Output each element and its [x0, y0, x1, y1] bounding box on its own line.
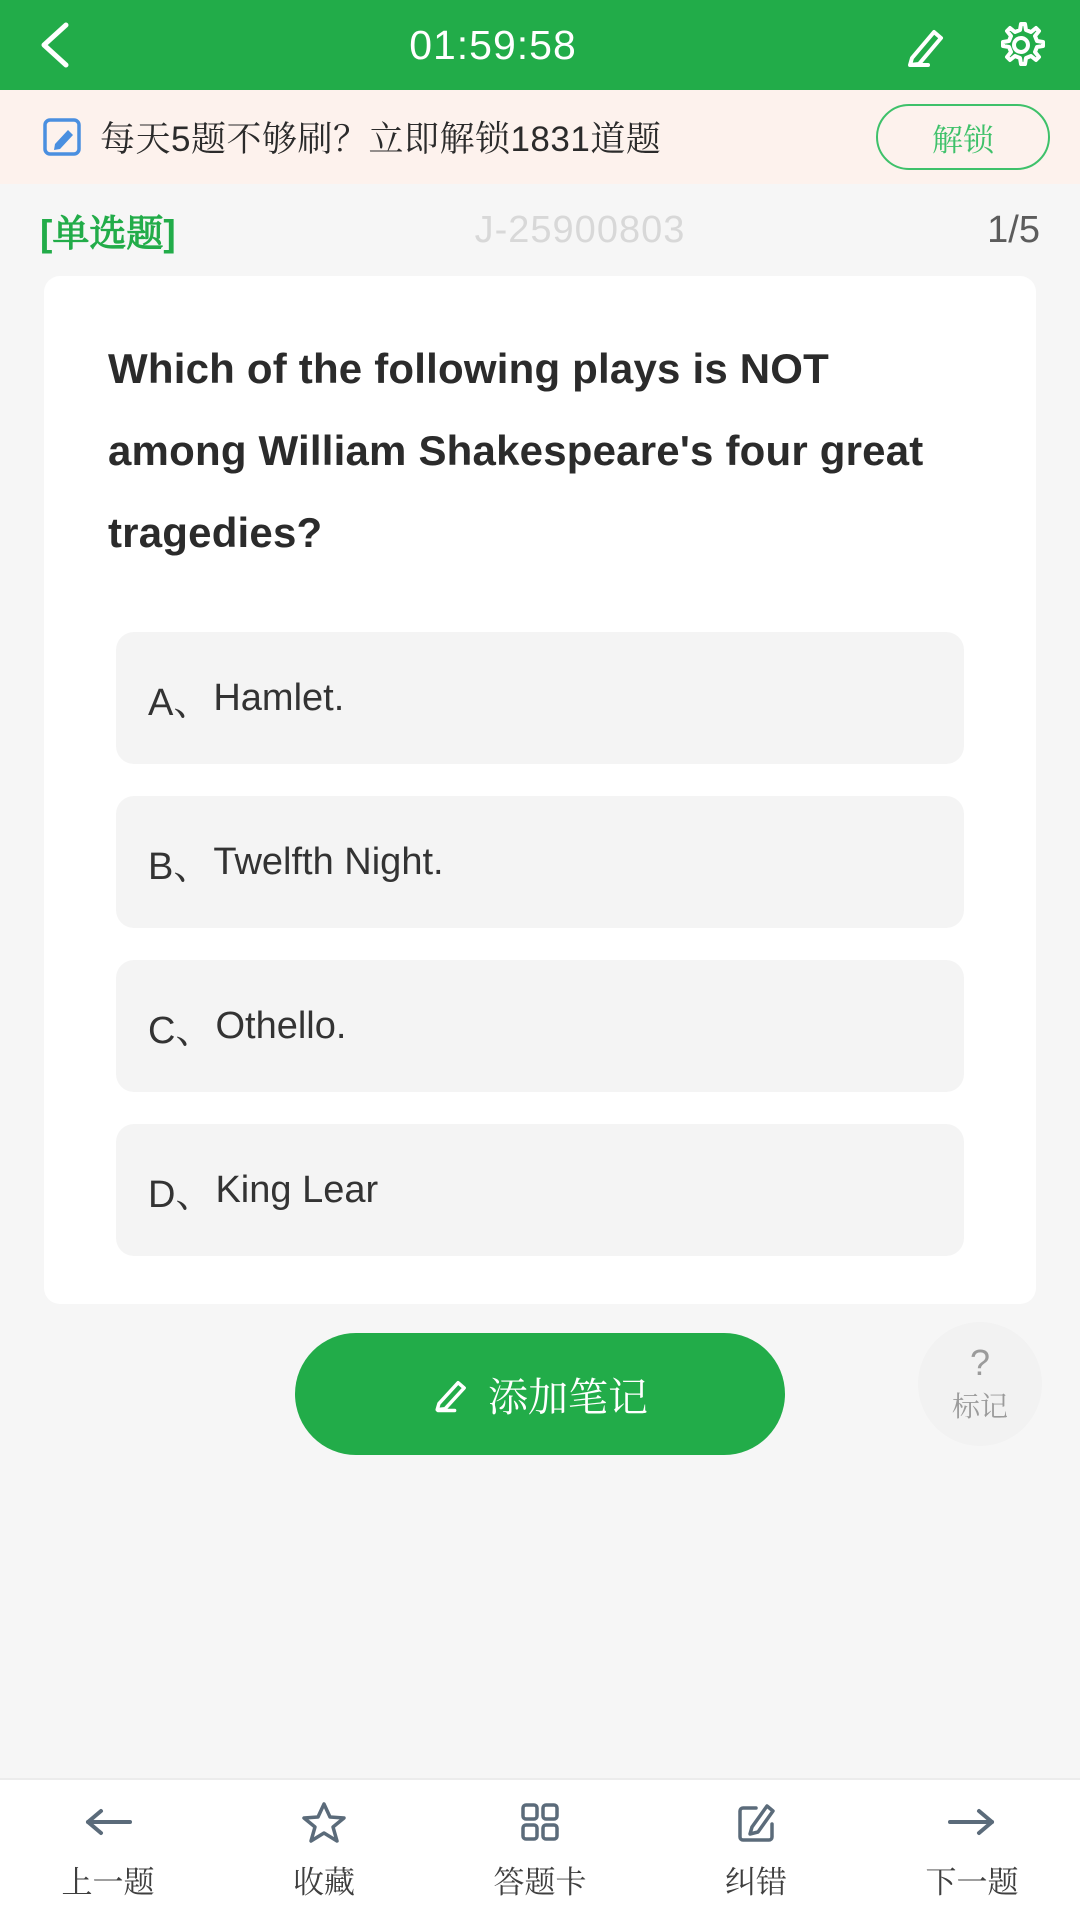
nav-prev-question[interactable]	[0, 1799, 216, 1902]
mark-button[interactable]	[918, 1322, 1042, 1446]
option-c-text: Othello.	[215, 1004, 347, 1047]
nav-answer-sheet[interactable]	[432, 1799, 648, 1902]
chevron-left-icon	[34, 19, 78, 71]
option-c-label: C、	[148, 1009, 214, 1052]
nav-next-label: 下一题	[925, 1864, 1019, 1900]
edit-square-icon	[734, 1799, 778, 1845]
pen-icon[interactable]	[904, 22, 950, 68]
add-note-label: 添加笔记	[488, 1375, 648, 1420]
nav-next-question[interactable]	[864, 1799, 1080, 1902]
gear-icon[interactable]	[996, 20, 1046, 70]
option-a-label: A、	[148, 681, 212, 724]
star-icon	[301, 1799, 347, 1845]
option-d[interactable]	[116, 1124, 964, 1256]
nav-prev-label: 上一题	[61, 1864, 155, 1900]
unlock-button[interactable]: 解锁	[876, 104, 1050, 170]
nav-answer-sheet-label: 答题卡	[493, 1864, 587, 1900]
add-note-button[interactable]	[295, 1333, 785, 1455]
layout-spacer	[0, 1484, 1080, 1778]
nav-report-error-label: 纠错	[725, 1864, 787, 1900]
pen-icon	[432, 1374, 472, 1414]
countdown-timer: 01:59:58	[409, 21, 577, 68]
promo-text: 每天5题不够刷？立即解锁1831道题	[100, 120, 662, 159]
back-button[interactable]	[34, 17, 90, 73]
question-code: J-25900803	[474, 208, 686, 251]
promo-banner[interactable]	[0, 90, 1080, 184]
nav-favorite[interactable]	[216, 1799, 432, 1902]
question-card	[44, 276, 1036, 1304]
option-a-text: Hamlet.	[213, 676, 345, 719]
bottom-navigation	[0, 1778, 1080, 1920]
question-type-label: [单选题]	[40, 213, 176, 254]
app-header	[0, 0, 1080, 90]
option-d-text: King Lear	[215, 1168, 379, 1211]
question-mark-icon: ?	[969, 1342, 991, 1383]
header-actions	[896, 20, 1046, 70]
question-card-wrap	[0, 276, 1080, 1304]
option-c[interactable]	[116, 960, 964, 1092]
note-edit-icon	[42, 117, 82, 157]
option-b-text: Twelfth Night.	[213, 840, 444, 883]
nav-favorite-label: 收藏	[293, 1864, 355, 1900]
nav-report-error[interactable]	[648, 1799, 864, 1902]
option-b-label: B、	[148, 845, 212, 888]
option-a[interactable]	[116, 632, 964, 764]
question-text: Which of the following plays is NOT among William Shakespeare's four great tragedies?	[108, 345, 924, 556]
action-row	[0, 1304, 1080, 1484]
question-progress: 1/5	[987, 208, 1040, 251]
option-b[interactable]	[116, 796, 964, 928]
mark-button-label: 标记	[951, 1391, 1008, 1422]
arrow-right-icon	[946, 1799, 998, 1845]
arrow-left-icon	[82, 1799, 134, 1845]
option-d-label: D、	[148, 1173, 214, 1216]
grid-icon	[518, 1799, 562, 1845]
options-list	[80, 632, 1000, 1256]
question-meta	[0, 184, 1080, 276]
